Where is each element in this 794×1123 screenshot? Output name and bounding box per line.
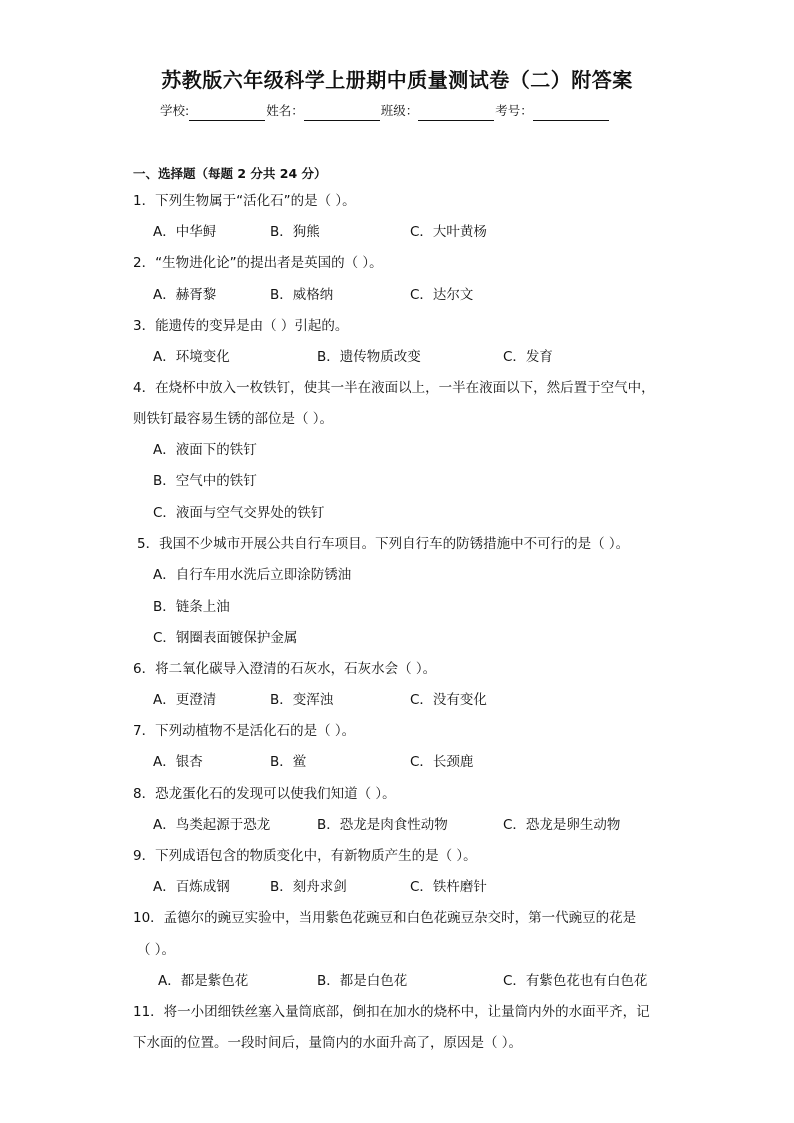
- option-a: A．自行车用水洗后立即涂防锈油: [153, 567, 352, 583]
- question-stem: 3．能遗传的变异是由（ ）引起的。: [133, 318, 349, 334]
- student-info-row: [160, 101, 640, 121]
- class-label: 班级：: [380, 103, 419, 118]
- option-c: C．有紫色花也有白色花: [503, 973, 648, 989]
- option-a: A．液面下的铁钉: [153, 442, 257, 458]
- exam-number-blank[interactable]: [533, 106, 609, 121]
- question-stem: 1．下列生物属于“活化石”的是（ ）。: [133, 193, 356, 209]
- option-a: A．更澄清: [153, 692, 217, 708]
- option-a: A．赫胥黎: [153, 287, 217, 303]
- option-a: A．百炼成钢: [153, 879, 230, 895]
- option-b: B．都是白色花: [317, 973, 408, 989]
- option-b: B．狗熊: [270, 224, 320, 240]
- question-stem: 7．下列动植物不是活化石的是（ ）。: [133, 723, 356, 739]
- option-b: B．鲎: [270, 754, 307, 770]
- question-stem: 2．“生物进化论”的提出者是英国的（ ）。: [133, 255, 383, 271]
- option-a: A．环境变化: [153, 349, 230, 365]
- school-blank[interactable]: [189, 106, 265, 121]
- question-stem: 8．恐龙蛋化石的发现可以使我们知道（ ）。: [133, 786, 396, 802]
- question-stem-line-2: 下水面的位置。一段时间后，量筒内的水面升高了，原因是（ ）。: [133, 1035, 523, 1051]
- class-blank[interactable]: [418, 106, 494, 121]
- question-stem: 9．下列成语包含的物质变化中，有新物质产生的是（ ）。: [133, 848, 477, 864]
- question-stem-line-1: 10．孟德尔的豌豆实验中，当用紫色花豌豆和白色花豌豆杂交时，第一代豌豆的花是: [133, 910, 637, 926]
- name-blank[interactable]: [304, 106, 380, 121]
- section-heading: 一、选择题（每题 2 分共 24 分）: [133, 166, 327, 181]
- option-c: C．大叶黄杨: [410, 224, 487, 240]
- option-b: B．恐龙是肉食性动物: [317, 817, 448, 833]
- option-c: C．铁杵磨针: [410, 879, 487, 895]
- question-stem-line-1: 4．在烧杯中放入一枚铁钉，使其一半在液面以上，一半在液面以下，然后置于空气中，: [133, 380, 655, 396]
- option-c: C．长颈鹿: [410, 754, 474, 770]
- question-stem-line-2: 则铁钉最容易生锈的部位是（ ）。: [133, 411, 334, 427]
- page-title: 苏教版六年级科学上册期中质量测试卷（二）附答案: [161, 68, 633, 92]
- school-label: 学校:: [160, 103, 190, 118]
- option-b: B．空气中的铁钉: [153, 473, 257, 489]
- option-a: A．银杏: [153, 754, 203, 770]
- name-label: 姓名：: [266, 103, 304, 118]
- option-c: C．钢圈表面镀保护金属: [153, 630, 298, 646]
- option-c: C．恐龙是卵生动物: [503, 817, 621, 833]
- option-b: B．刻舟求剑: [270, 879, 347, 895]
- question-stem: 5．我国不少城市开展公共自行车项目。下列自行车的防锈措施中不可行的是（ ）。: [137, 536, 630, 552]
- question-stem: 6．将二氧化碳导入澄清的石灰水，石灰水会（ ）。: [133, 661, 437, 677]
- question-stem-line-1: 11．将一小团细铁丝塞入量筒底部，倒扣在加水的烧杯中，让量筒内外的水面平齐，记: [133, 1004, 650, 1020]
- option-a: A．中华鲟: [153, 224, 217, 240]
- option-b: B．链条上油: [153, 599, 230, 615]
- option-c: C．没有变化: [410, 692, 487, 708]
- option-c: C．发育: [503, 349, 553, 365]
- option-b: B．变浑浊: [270, 692, 334, 708]
- option-b: B．遗传物质改变: [317, 349, 421, 365]
- exam-number-label: 考号：: [495, 103, 533, 118]
- option-c: C．达尔文: [410, 287, 474, 303]
- option-b: B．威格纳: [270, 287, 334, 303]
- question-stem-line-2: （ ）。: [137, 942, 176, 958]
- option-a: A．鸟类起源于恐龙: [153, 817, 271, 833]
- option-c: C．液面与空气交界处的铁钉: [153, 505, 325, 521]
- option-a: A．都是紫色花: [158, 973, 249, 989]
